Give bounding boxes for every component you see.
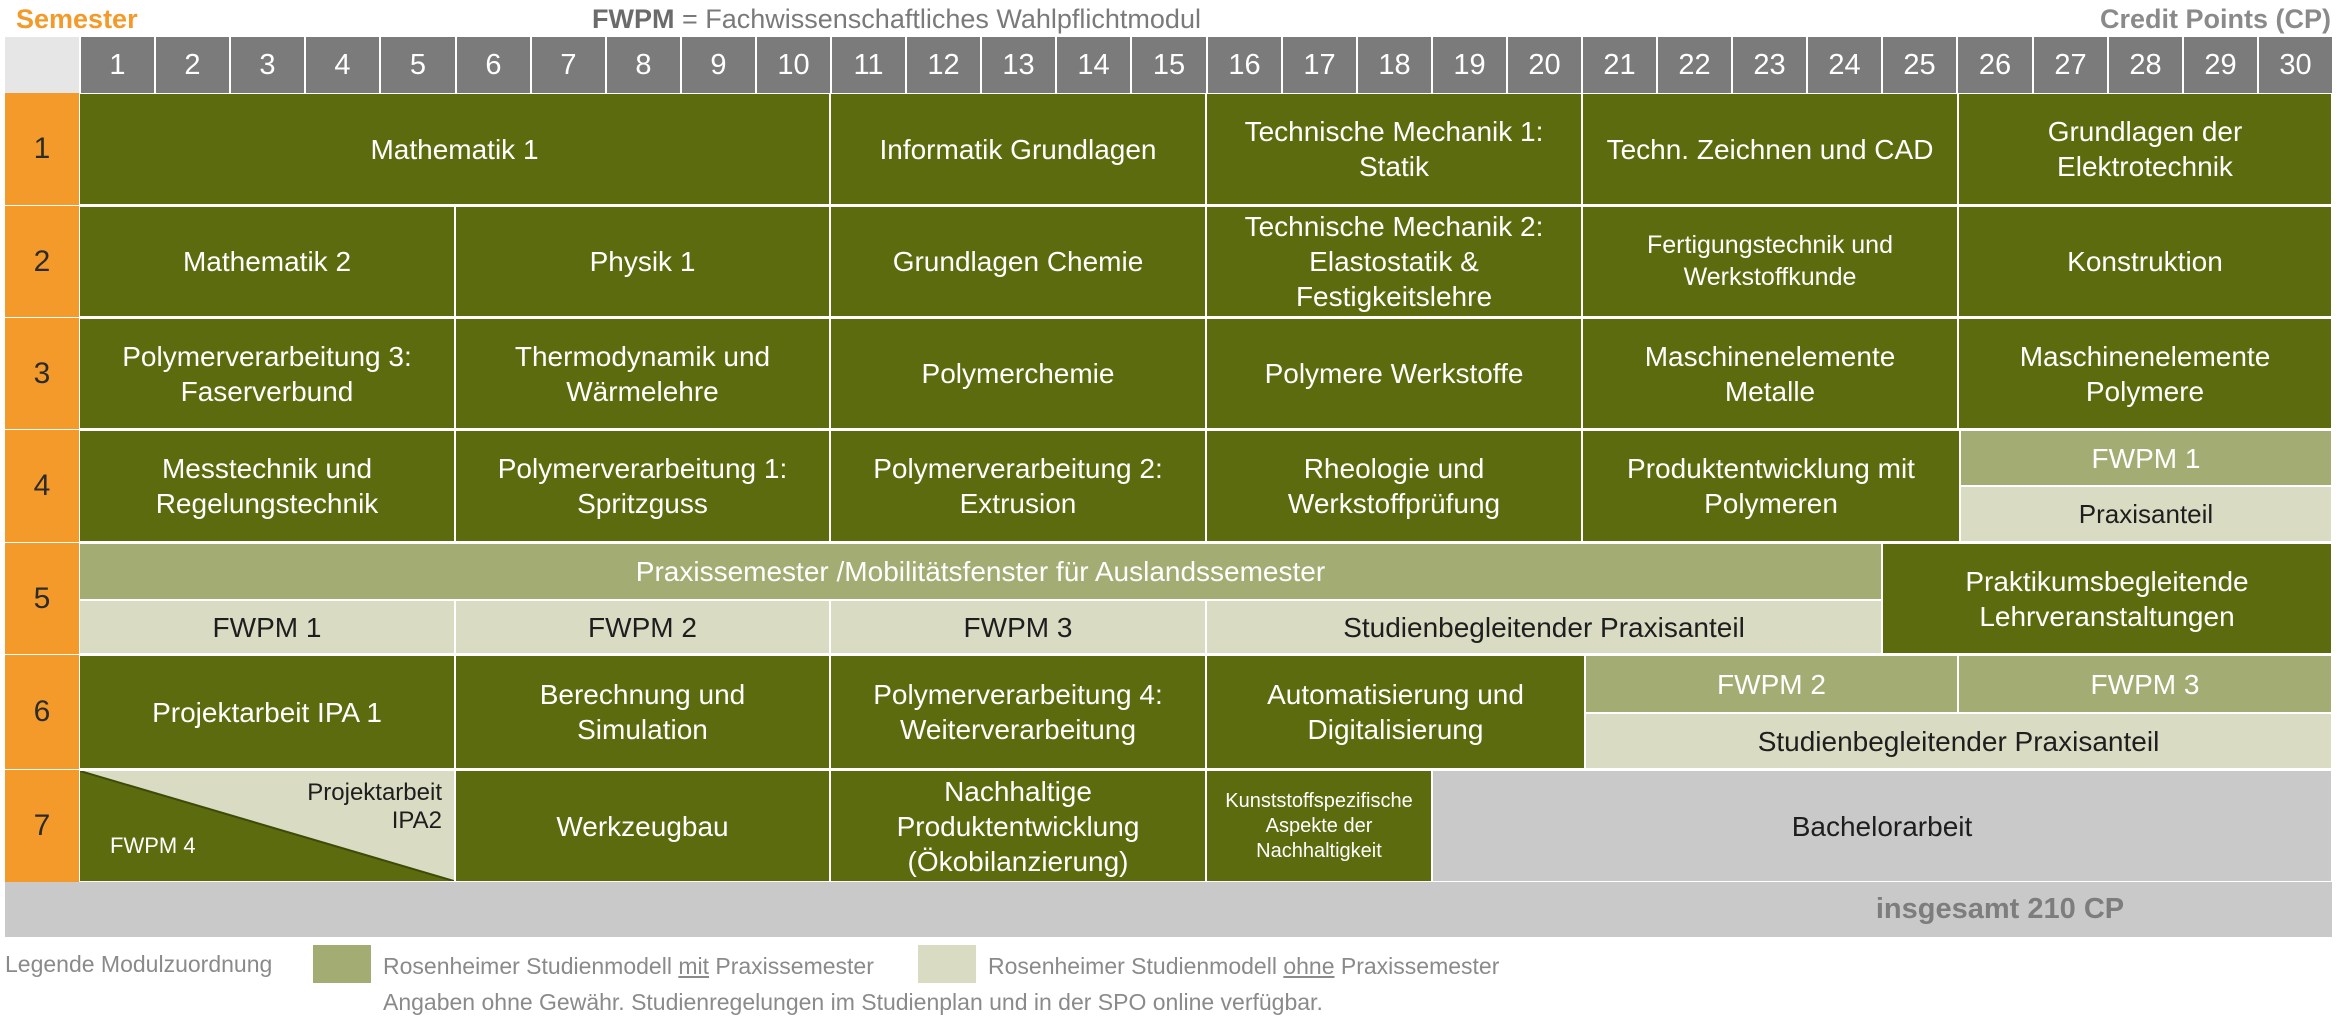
cp-column-23: 23: [1731, 37, 1806, 93]
cp-column-27: 27: [2032, 37, 2107, 93]
cp-column-1: 1: [79, 37, 154, 93]
cp-column-5: 5: [379, 37, 455, 93]
module-fertigungstechnik: Fertigungstechnik und Werkstoffkunde: [1582, 206, 1958, 317]
legend-mit-suffix: Praxissemester: [709, 953, 874, 979]
cp-column-29: 29: [2182, 37, 2257, 93]
semester-1-number: 1: [5, 93, 79, 205]
semester-4-number: 4: [5, 430, 79, 542]
module-polymerverarbeitung-4: Polymerverarbeitung 4: Weiterverarbeitung: [830, 655, 1206, 769]
module-rheologie: Rheologie und Werkstoffprüfung: [1206, 430, 1582, 542]
cp-column-9: 9: [680, 37, 755, 93]
cp-column-16: 16: [1206, 37, 1281, 93]
module-technische-mechanik-1: Technische Mechanik 1: Statik: [1206, 93, 1582, 205]
module-fwpm4-ipa2-split: [79, 770, 455, 882]
cp-column-25: 25: [1881, 37, 1956, 93]
module-s6-fwpm-2: FWPM 2: [1585, 655, 1958, 713]
cp-column-3: 3: [229, 37, 304, 93]
cp-column-7: 7: [530, 37, 605, 93]
module-kunststoffspezifische-nachhaltigkeit: Kunststoffspezifische Aspekte der Nachhaltigkeit: [1206, 770, 1432, 882]
cp-column-10: 10: [755, 37, 830, 93]
cp-column-20: 20: [1506, 37, 1581, 93]
cp-column-22: 22: [1656, 37, 1731, 93]
legend-swatch-ohne-praxissemester: [918, 945, 976, 983]
legend-ohne-prefix: Rosenheimer Studienmodell: [988, 953, 1284, 979]
cp-column-12: 12: [905, 37, 980, 93]
module-s6-studienbegleitender-praxisanteil: Studienbegleitender Praxisanteil: [1585, 713, 2332, 769]
module-polymerverarbeitung-2: Polymerverarbeitung 2: Extrusion: [830, 430, 1206, 542]
credit-point-header-row: [5, 37, 2332, 93]
module-technische-mechanik-2: Technische Mechanik 2: Elastostatik & Festigkeitslehre: [1206, 206, 1582, 317]
module-messtechnik: Messtechnik und Regelungstechnik: [79, 430, 455, 542]
semester-header-label: Semester: [16, 4, 138, 34]
module-werkzeugbau: Werkzeugbau: [455, 770, 830, 882]
module-polymere-werkstoffe: Polymere Werkstoffe: [1206, 318, 1582, 429]
cp-column-18: 18: [1356, 37, 1431, 93]
module-produktentwicklung-polymere: Produktentwicklung mit Polymeren: [1582, 430, 1960, 542]
cp-column-8: 8: [605, 37, 680, 93]
module-thermodynamik: Thermodynamik und Wärmelehre: [455, 318, 830, 429]
cp-column-2: 2: [154, 37, 229, 93]
module-praxissemester: Praxissemester /Mobilitätsfenster für Auslandssemester: [79, 543, 1882, 600]
fwpm-definition: [592, 2, 1201, 36]
legend-ohne-suffix: Praxissemester: [1334, 953, 1500, 979]
module-grundlagen-elektrotechnik: Grundlagen der Elektrotechnik: [1958, 93, 2332, 205]
credit-points-header-label: Credit Points (CP): [2099, 4, 2331, 34]
module-maschinenelemente-metalle: Maschinenelemente Metalle: [1582, 318, 1958, 429]
module-s5-fwpm-2: FWPM 2: [455, 600, 830, 654]
cp-column-14: 14: [1055, 37, 1130, 93]
fwpm-abbreviation: FWPM: [592, 4, 675, 34]
module-nachhaltige-produktentwicklung: Nachhaltige Produktentwicklung (Ökobilanzierung): [830, 770, 1206, 882]
cp-column-21: 21: [1581, 37, 1656, 93]
legend-title: Legende Modulzuordnung: [5, 951, 273, 977]
module-polymerverarbeitung-3: Polymerverarbeitung 3: Faserverbund: [79, 318, 455, 429]
module-grundlagen-chemie: Grundlagen Chemie: [830, 206, 1206, 317]
cp-column-11: 11: [830, 37, 905, 93]
legend-swatch-mit-praxissemester: [313, 945, 371, 983]
module-konstruktion: Konstruktion: [1958, 206, 2332, 317]
module-berechnung-simulation: Berechnung und Simulation: [455, 655, 830, 769]
module-mathematik-2: Mathematik 2: [79, 206, 455, 317]
cp-column-13: 13: [980, 37, 1055, 93]
module-maschinenelemente-polymere: Maschinenelemente Polymere: [1958, 318, 2332, 429]
legend-mit-prefix: Rosenheimer Studienmodell: [383, 953, 679, 979]
legend-ohne-word: ohne: [1283, 953, 1335, 979]
legend-disclaimer: Angaben ohne Gewähr. Studienregelungen im Studienplan und in der SPO online verfügbar.: [383, 989, 1323, 1015]
cp-column-4: 4: [304, 37, 379, 93]
cp-column-6: 6: [455, 37, 530, 93]
module-polymerverarbeitung-1: Polymerverarbeitung 1: Spritzguss: [455, 430, 830, 542]
cp-column-26: 26: [1956, 37, 2032, 93]
legend-label-ohne-praxissemester: [988, 953, 1499, 980]
legend-label-mit-praxissemester: [383, 953, 874, 980]
module-automatisierung-digitalisierung: Automatisierung und Digitalisierung: [1206, 655, 1585, 769]
cp-column-19: 19: [1431, 37, 1506, 93]
module-projektarbeit-ipa-2: Projektarbeit IPA2: [307, 779, 442, 834]
fwpm-definition-text: = Fachwissenschaftliches Wahlpflichtmodul: [674, 4, 1201, 34]
cp-column-24: 24: [1806, 37, 1881, 93]
module-s4-fwpm-1: FWPM 1: [1960, 430, 2332, 486]
cp-column-15: 15: [1130, 37, 1206, 93]
semester-5-number: 5: [5, 543, 79, 654]
module-fwpm-4: FWPM 4: [110, 833, 196, 858]
semester-3-number: 3: [5, 318, 79, 429]
module-polymerchemie: Polymerchemie: [830, 318, 1206, 429]
module-bachelorarbeit: Bachelorarbeit: [1432, 770, 2332, 882]
semester-6-number: 6: [5, 655, 79, 769]
module-s5-fwpm-3: FWPM 3: [830, 600, 1206, 654]
module-praktikumsbegleitende-lehrveranstaltungen: Praktikumsbegleitende Lehrveranstaltungen: [1882, 543, 2332, 654]
cp-column-17: 17: [1281, 37, 1356, 93]
cp-column-30: 30: [2257, 37, 2332, 93]
module-s6-fwpm-3: FWPM 3: [1958, 655, 2332, 713]
header-corner: [5, 37, 79, 93]
module-projektarbeit-ipa-1: Projektarbeit IPA 1: [79, 655, 455, 769]
module-s5-fwpm-1: FWPM 1: [79, 600, 455, 654]
legend-mit-word: mit: [678, 953, 709, 979]
semester-2-number: 2: [5, 206, 79, 317]
module-informatik-grundlagen: Informatik Grundlagen: [830, 93, 1206, 205]
total-credit-points: insgesamt 210 CP: [1875, 893, 2125, 925]
semester-7-number: 7: [5, 770, 79, 882]
module-s5-studienbegleitender-praxisanteil: Studienbegleitender Praxisanteil: [1206, 600, 1882, 654]
module-physik-1: Physik 1: [455, 206, 830, 317]
module-mathematik-1: Mathematik 1: [79, 93, 830, 205]
module-s4-praxisanteil: Praxisanteil: [1960, 486, 2332, 542]
module-techn-zeichnen-cad: Techn. Zeichnen und CAD: [1582, 93, 1958, 205]
cp-column-28: 28: [2107, 37, 2182, 93]
